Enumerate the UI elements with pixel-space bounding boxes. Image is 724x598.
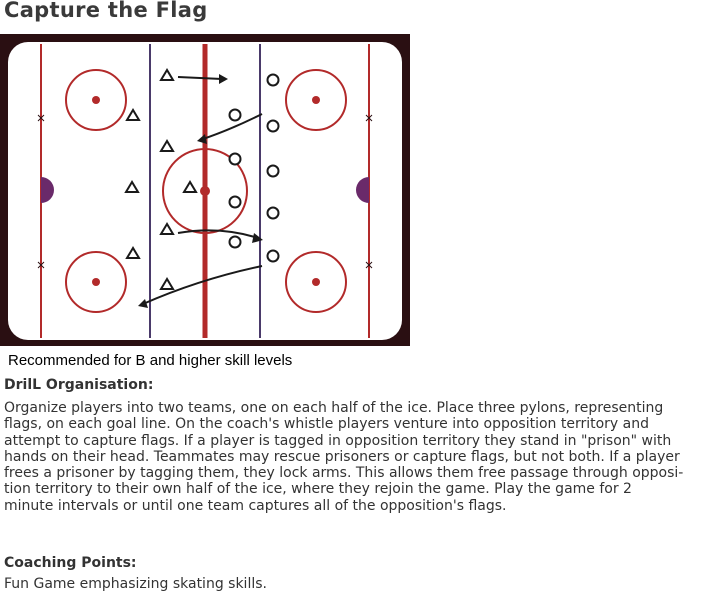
faceoff-dot-bottom-left (92, 278, 100, 286)
player-circle (230, 197, 241, 208)
text-line: hands on their head. Teammates may rescue prisoners or capture flags, but not both. If a player (4, 448, 680, 465)
player-circle (230, 237, 241, 248)
coaching-points-text: Fun Game emphasizing skating skills. (4, 576, 267, 592)
player-circle (268, 121, 279, 132)
text-line: tion territory to their own half of the ice, where they rejoin the game. Play the game for 2 (4, 481, 632, 498)
center-dot (200, 186, 210, 196)
text-line: Organize players into two teams, one on each half of the ice. Place three pylons, representing (4, 400, 664, 416)
player-circle (230, 110, 241, 121)
text-line: flags, on each goal line. On the coach's whistle players venture into opposition territory and (4, 416, 650, 433)
text-line: attempt to capture flags. If a player is tagged in opposition territory they stand in "prison" with (4, 432, 672, 449)
faceoff-dot-bottom-right (312, 278, 320, 286)
drill-organisation-text (4, 400, 720, 514)
text-line: frees a prisoner by tagging them, they lock arms. This allows them free passage through opposi- (4, 465, 684, 482)
player-circle (268, 208, 279, 219)
faceoff-dot-top-right (312, 96, 320, 104)
rink-svg (0, 34, 410, 346)
faceoff-dot-top-left (92, 96, 100, 104)
skill-level-caption: Recommended for B and higher skill levels (8, 352, 293, 369)
player-circle (230, 154, 241, 165)
coaching-points-heading: Coaching Points: (4, 555, 137, 571)
player-circle (268, 251, 279, 262)
player-circle (268, 166, 279, 177)
page-title: Capture the Flag (4, 0, 208, 22)
player-circle (268, 75, 279, 86)
text-line: minute intervals or until one team captures all of the opposition's flags. (4, 497, 507, 514)
drill-organisation-heading: DrilL Organisation: (4, 377, 154, 393)
rink-diagram (0, 34, 410, 346)
